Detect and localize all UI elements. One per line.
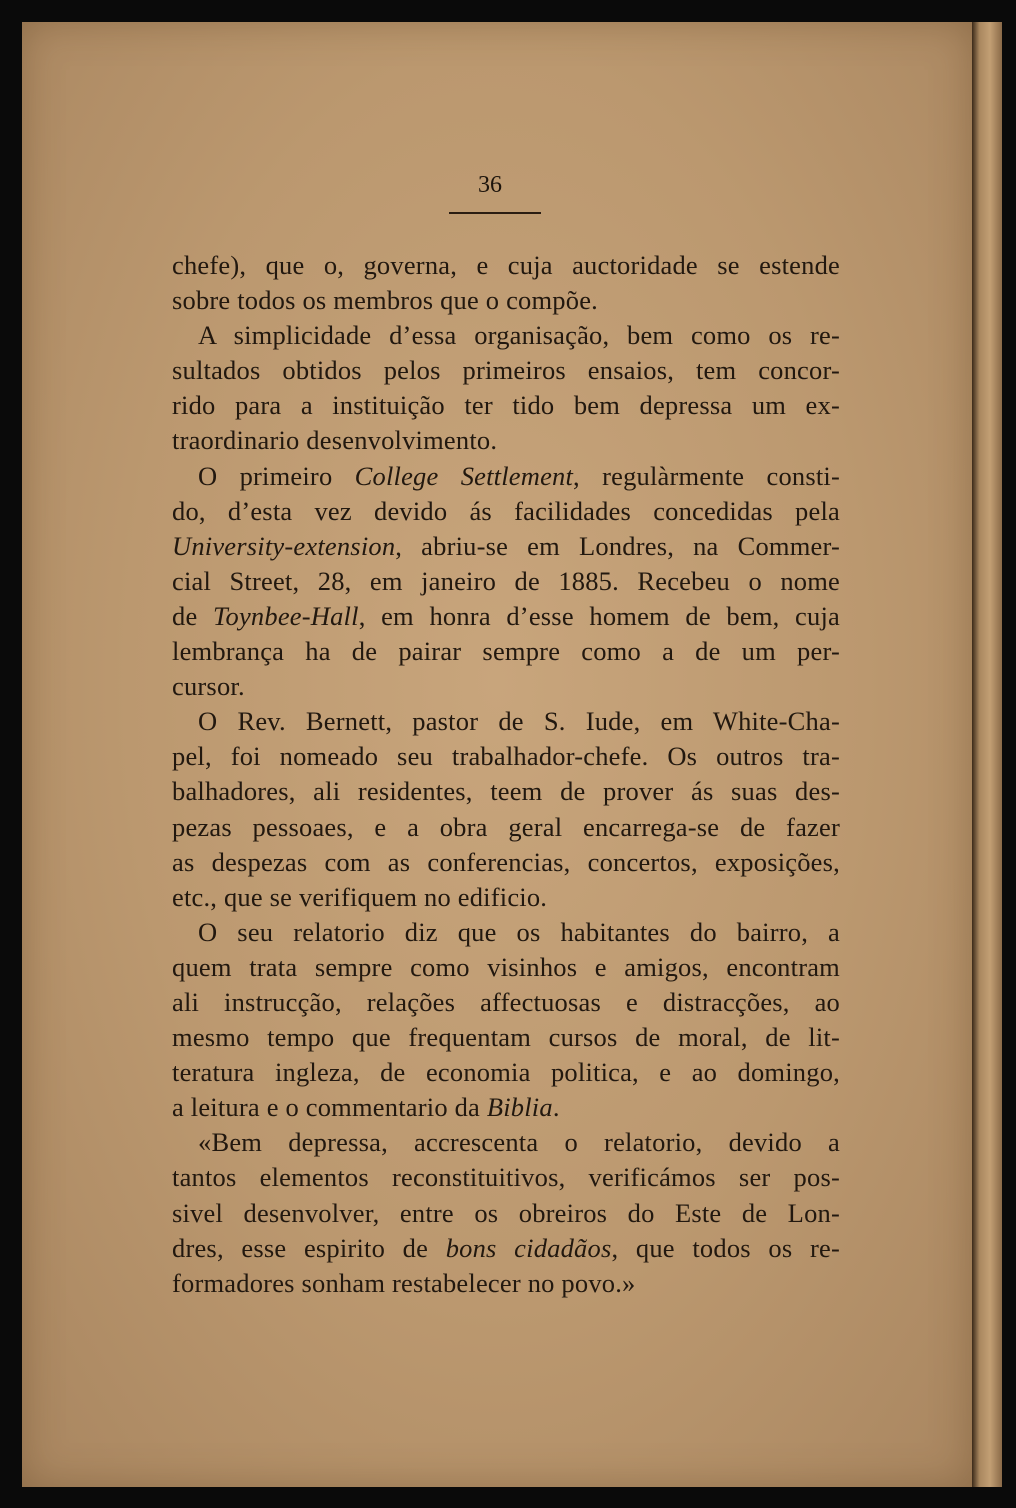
text-line [172, 915, 840, 950]
italic-text: College Settlement [354, 460, 574, 491]
text-run: quem trata sempre como visinhos e amigos, encontram [172, 951, 840, 982]
text-run: O Rev. Bernett, pastor de S. Iude, em White-Cha- [198, 706, 840, 737]
text-run: A simplicidade d’essa organisação, bem como os re- [198, 320, 840, 351]
italic-text: bons cidadãos [445, 1232, 612, 1263]
text-run: a leitura e o commentario da [172, 1092, 487, 1123]
text-run: teratura ingleza, de economia politica, e ao domingo, [172, 1057, 840, 1088]
text-line [172, 353, 840, 388]
text-line [172, 599, 840, 634]
text-line [172, 564, 840, 599]
text-run: rido para a instituição ter tido bem depressa um ex- [172, 390, 840, 421]
text-line [172, 739, 840, 774]
page-edge [972, 22, 1002, 1487]
text-run: mesmo tempo que frequentam cursos de moral, de lit- [172, 1022, 840, 1053]
text-run: lembrança ha de pairar sempre como a de um per- [172, 636, 840, 667]
text-line [172, 1196, 840, 1231]
text-run: sivel desenvolver, entre os obreiros do Este de Lon- [172, 1197, 840, 1228]
text-run: chefe), que o, governa, e cuja auctoridade se estende [172, 250, 840, 280]
text-line [172, 283, 840, 318]
text-line [172, 704, 840, 739]
text-run: balhadores, ali residentes, teem de prover ás suas des- [172, 776, 840, 807]
text-run: de [172, 600, 213, 631]
text-line [172, 1125, 840, 1160]
text-run: etc., que se verifiquem no edificio. [172, 881, 548, 912]
text-line [172, 248, 840, 283]
text-line [172, 634, 840, 669]
page-number: 36 [478, 172, 502, 198]
text-line [172, 1090, 840, 1125]
text-run: pezas pessoaes, e a obra geral encarrega-se de fazer [172, 811, 840, 842]
text-run: formadores sonham restabelecer no povo.» [172, 1267, 636, 1298]
header-rule [449, 212, 541, 214]
text-line [172, 950, 840, 985]
text-run: dres, esse espirito de [172, 1232, 446, 1263]
text-run: «Bem depressa, accrescenta o relatorio, devido a [198, 1127, 840, 1158]
text-line [172, 1266, 840, 1301]
text-line [172, 810, 840, 845]
text-line [172, 494, 840, 529]
text-run: traordinario desenvolvimento. [172, 425, 498, 456]
text-line [172, 423, 840, 458]
text-run: tantos elementos reconstituitivos, verificámos ser pos- [172, 1162, 840, 1193]
italic-text: Toynbee-Hall [213, 600, 359, 631]
text-line [172, 669, 840, 704]
text-run: , em honra d’esse homem de bem, cuja [358, 600, 840, 631]
text-line [172, 985, 840, 1020]
text-line [172, 1160, 840, 1195]
body-text [172, 248, 840, 1301]
text-run: , abriu-se em Londres, na Commer- [395, 530, 840, 561]
text-line [172, 318, 840, 353]
text-line [172, 845, 840, 880]
text-line [172, 459, 840, 494]
italic-text: University-extension [172, 530, 396, 561]
text-run: , que todos os re- [611, 1232, 840, 1263]
text-run: as despezas com as conferencias, concertos, exposições, [172, 846, 840, 877]
text-run: sobre todos os membros que o compõe. [172, 285, 598, 316]
text-run: O seu relatorio diz que os habitantes do bairro, a [198, 916, 840, 947]
text-line [172, 1231, 840, 1266]
text-run: pel, foi nomeado seu trabalhador-chefe. Os outros tra- [172, 741, 840, 772]
text-run: O primeiro [198, 460, 355, 491]
text-line [172, 880, 840, 915]
text-line [172, 1055, 840, 1090]
scan-border [0, 1487, 1016, 1508]
text-run: ali instrucção, relações affectuosas e distracções, ao [172, 986, 840, 1017]
italic-text: Biblia [486, 1092, 553, 1123]
text-run: do, d’esta vez devido ás facilidades concedidas pela [172, 495, 840, 526]
text-run: , regulàrmente consti- [573, 460, 840, 491]
text-run: . [552, 1092, 560, 1123]
text-line [172, 529, 840, 564]
text-line [172, 774, 840, 809]
text-run: sultados obtidos pelos primeiros ensaios, tem concor- [172, 355, 840, 386]
text-line [172, 388, 840, 423]
text-run: cial Street, 28, em janeiro de 1885. Recebeu o nome [172, 565, 840, 596]
text-line [172, 1020, 840, 1055]
text-run: cursor. [172, 671, 245, 702]
